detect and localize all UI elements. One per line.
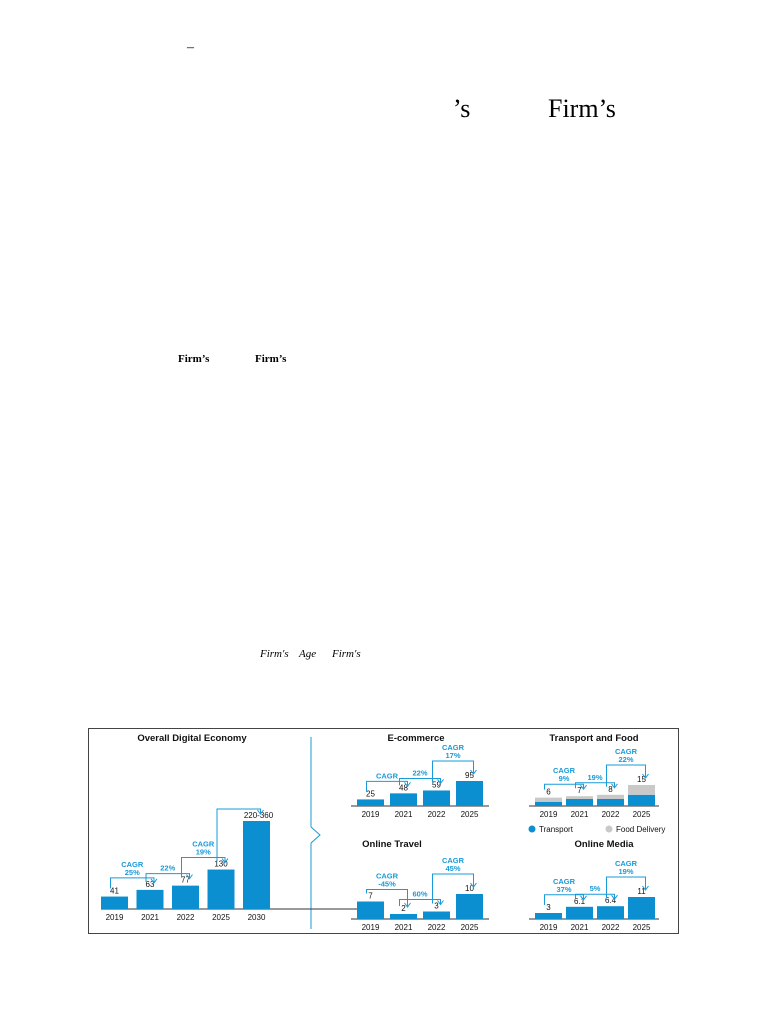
e-commerce-value-2019: 25	[366, 789, 375, 799]
heading-fragment-firm: Firm’s	[548, 94, 616, 123]
e-commerce-tick-2025: 2025	[460, 810, 479, 819]
transport-and-food-tick-2022: 2022	[601, 810, 620, 819]
transport-and-food-cagr-label-0-1: 9%	[558, 774, 570, 784]
online-travel-value-2025: 10	[465, 884, 474, 893]
transport-and-food-tick-2025: 2025	[632, 810, 651, 819]
online-travel-cagr-label-2-0: CAGR	[441, 856, 465, 865]
e-commerce-cagr-label-2-0: CAGR	[441, 743, 465, 752]
overall-digital-economy-cagr-label-1-0: 22%	[160, 863, 176, 873]
e-commerce-title: E-commerce	[387, 733, 445, 744]
transport-and-food-title: Transport and Food	[549, 733, 639, 744]
overall-digital-economy-tick-2022: 2022	[176, 913, 195, 922]
online-media-value-2025: 11	[637, 887, 646, 896]
transport-and-food-cagr-label-1-0: 19%	[587, 772, 603, 782]
e-commerce-tick-2021: 2021	[394, 810, 413, 819]
online-media-cagr-label-0-1: 37%	[556, 884, 572, 894]
bold-firm-label-2: Firm’s	[255, 353, 287, 365]
overall-digital-economy-value-2025: 130	[214, 859, 228, 869]
transport-and-food-cagr-label-2-1: 22%	[618, 755, 634, 764]
online-media-bar-2019	[535, 913, 562, 919]
overall-digital-economy-bar-2021	[137, 890, 164, 909]
online-media-value-2019: 3	[546, 903, 551, 912]
online-media-cagr-label-2-0: CAGR	[614, 859, 638, 868]
online-media-cagr-label-0-0: CAGR	[552, 876, 576, 886]
overall-digital-economy-value-2030: 220-360	[243, 811, 274, 820]
online-media-value-2022: 6.4	[604, 896, 617, 906]
transport-and-food-bar-2019-transport	[535, 802, 562, 806]
transport-and-food-value-2025: 15	[637, 775, 646, 784]
online-media-bar-2025	[628, 897, 655, 919]
online-media-cagr-label-2-1: 19%	[618, 867, 634, 876]
online-travel-bar-2025	[456, 894, 483, 919]
italic-firm-label-2: Firm's	[332, 648, 361, 660]
transport-and-food-bar-2022-transport	[597, 799, 624, 806]
e-commerce-cagr-label-2-1: 17%	[445, 751, 461, 760]
transport-and-food-bar-2021-food-delivery	[566, 796, 593, 799]
online-travel-value-2019: 7	[368, 891, 373, 901]
e-commerce-tick-2019: 2019	[361, 810, 380, 819]
overall-digital-economy-value-2022: 77	[181, 875, 190, 885]
transport-and-food-value-2019: 6	[546, 787, 551, 797]
overall-digital-economy-title: Overall Digital Economy	[137, 733, 247, 744]
overall-digital-economy-value-2019: 41	[110, 886, 119, 896]
overall-digital-economy-tick-2025: 2025	[212, 913, 230, 922]
online-media-tick-2019: 2019	[539, 923, 558, 932]
e-commerce-tick-2022: 2022	[427, 810, 446, 819]
online-travel-cagr-label-0-1: -45%	[378, 879, 396, 889]
online-travel-bar-2021	[390, 914, 417, 919]
online-media-bar-2022	[597, 906, 624, 919]
online-media-bar-2021	[566, 907, 593, 919]
e-commerce-cagr-label-0-0: CAGR	[375, 771, 399, 781]
online-travel-tick-2019: 2019	[361, 923, 380, 932]
online-travel-bar-2019	[357, 902, 384, 920]
overall-digital-economy-cagr-label-0-0: CAGR	[121, 859, 144, 869]
transport-and-food-cagr-label-2-0: CAGR	[614, 747, 638, 756]
transport-and-food-bar-2021-transport	[566, 799, 593, 806]
online-travel-cagr-label-2-1: 45%	[445, 864, 461, 873]
legend-food-delivery-label: Food Delivery	[616, 825, 666, 834]
italic-firm-label-1: Firm's	[260, 648, 289, 660]
e-commerce-value-2025: 95	[465, 771, 474, 780]
transport-and-food-bar-2022-food-delivery	[597, 795, 624, 799]
digital-economy-charts	[89, 729, 678, 933]
e-commerce-bar-2025	[456, 781, 483, 806]
overall-digital-economy-value-2021: 63	[145, 879, 155, 889]
heading-fragment-possessive: ’s	[453, 94, 471, 123]
dash-fragment: –	[187, 40, 194, 55]
overall-digital-economy-tick-2019: 2019	[105, 913, 124, 922]
online-media-title: Online Media	[574, 839, 634, 850]
e-commerce-bar-2019	[357, 799, 384, 806]
online-travel-value-2022: 3	[434, 901, 439, 911]
e-commerce-bar-2021	[390, 793, 417, 806]
transport-and-food-cagr-label-0-0: CAGR	[552, 766, 576, 776]
online-media-tick-2022: 2022	[601, 923, 620, 932]
overall-digital-economy-cagr-label-2-1: 19%	[195, 847, 211, 857]
transport-and-food-value-2021: 7	[577, 786, 582, 796]
e-commerce-value-2022: 59	[432, 780, 441, 790]
online-travel-bar-2022	[423, 912, 450, 920]
e-commerce-bar-2022	[423, 790, 450, 806]
online-travel-tick-2025: 2025	[460, 923, 479, 932]
online-media-cagr-label-1-0: 5%	[589, 884, 601, 894]
online-media-tick-2021: 2021	[570, 923, 589, 932]
overall-digital-economy-bar-2022	[172, 886, 199, 909]
transport-and-food-tick-2019: 2019	[539, 810, 558, 819]
online-travel-cagr-label-1-0: 60%	[412, 889, 428, 899]
overall-digital-economy-bar-2019	[101, 897, 128, 909]
e-commerce-cagr-label-1-0: 22%	[412, 768, 428, 778]
transport-and-food-tick-2021: 2021	[570, 810, 589, 819]
overall-digital-economy-bar-2030	[243, 821, 270, 909]
transport-and-food-bar-2025-food-delivery	[628, 785, 655, 795]
online-travel-tick-2021: 2021	[394, 923, 413, 932]
overall-digital-economy-tick-2030: 2030	[247, 913, 266, 922]
bold-firm-label-1: Firm’s	[178, 353, 210, 365]
online-travel-title: Online Travel	[362, 839, 422, 850]
transport-and-food-value-2022: 8	[608, 784, 613, 794]
transport-and-food-bar-2019-food-delivery	[535, 798, 562, 802]
e-commerce-value-2021: 48	[399, 783, 408, 793]
online-media-value-2021: 6.1	[573, 896, 586, 906]
digital-economy-figure	[88, 728, 679, 934]
online-media-tick-2025: 2025	[632, 923, 651, 932]
italic-age-label: Age	[299, 648, 317, 660]
transport-and-food-bar-2025-transport	[628, 795, 655, 806]
overall-digital-economy-cagr-label-2-0: CAGR	[192, 839, 215, 849]
overall-digital-economy-bar-2025	[208, 870, 235, 909]
online-travel-tick-2022: 2022	[427, 923, 446, 932]
legend-transport-label: Transport	[539, 825, 573, 834]
overall-digital-economy-tick-2021: 2021	[141, 913, 159, 922]
online-travel-value-2021: 2	[401, 904, 406, 913]
online-travel-cagr-label-0-0: CAGR	[375, 871, 399, 881]
overall-digital-economy-cagr-label-0-1: 25%	[124, 867, 140, 877]
divider-chevron	[311, 827, 320, 843]
legend-transport-swatch	[529, 826, 536, 833]
legend-food-delivery-swatch	[606, 826, 613, 833]
